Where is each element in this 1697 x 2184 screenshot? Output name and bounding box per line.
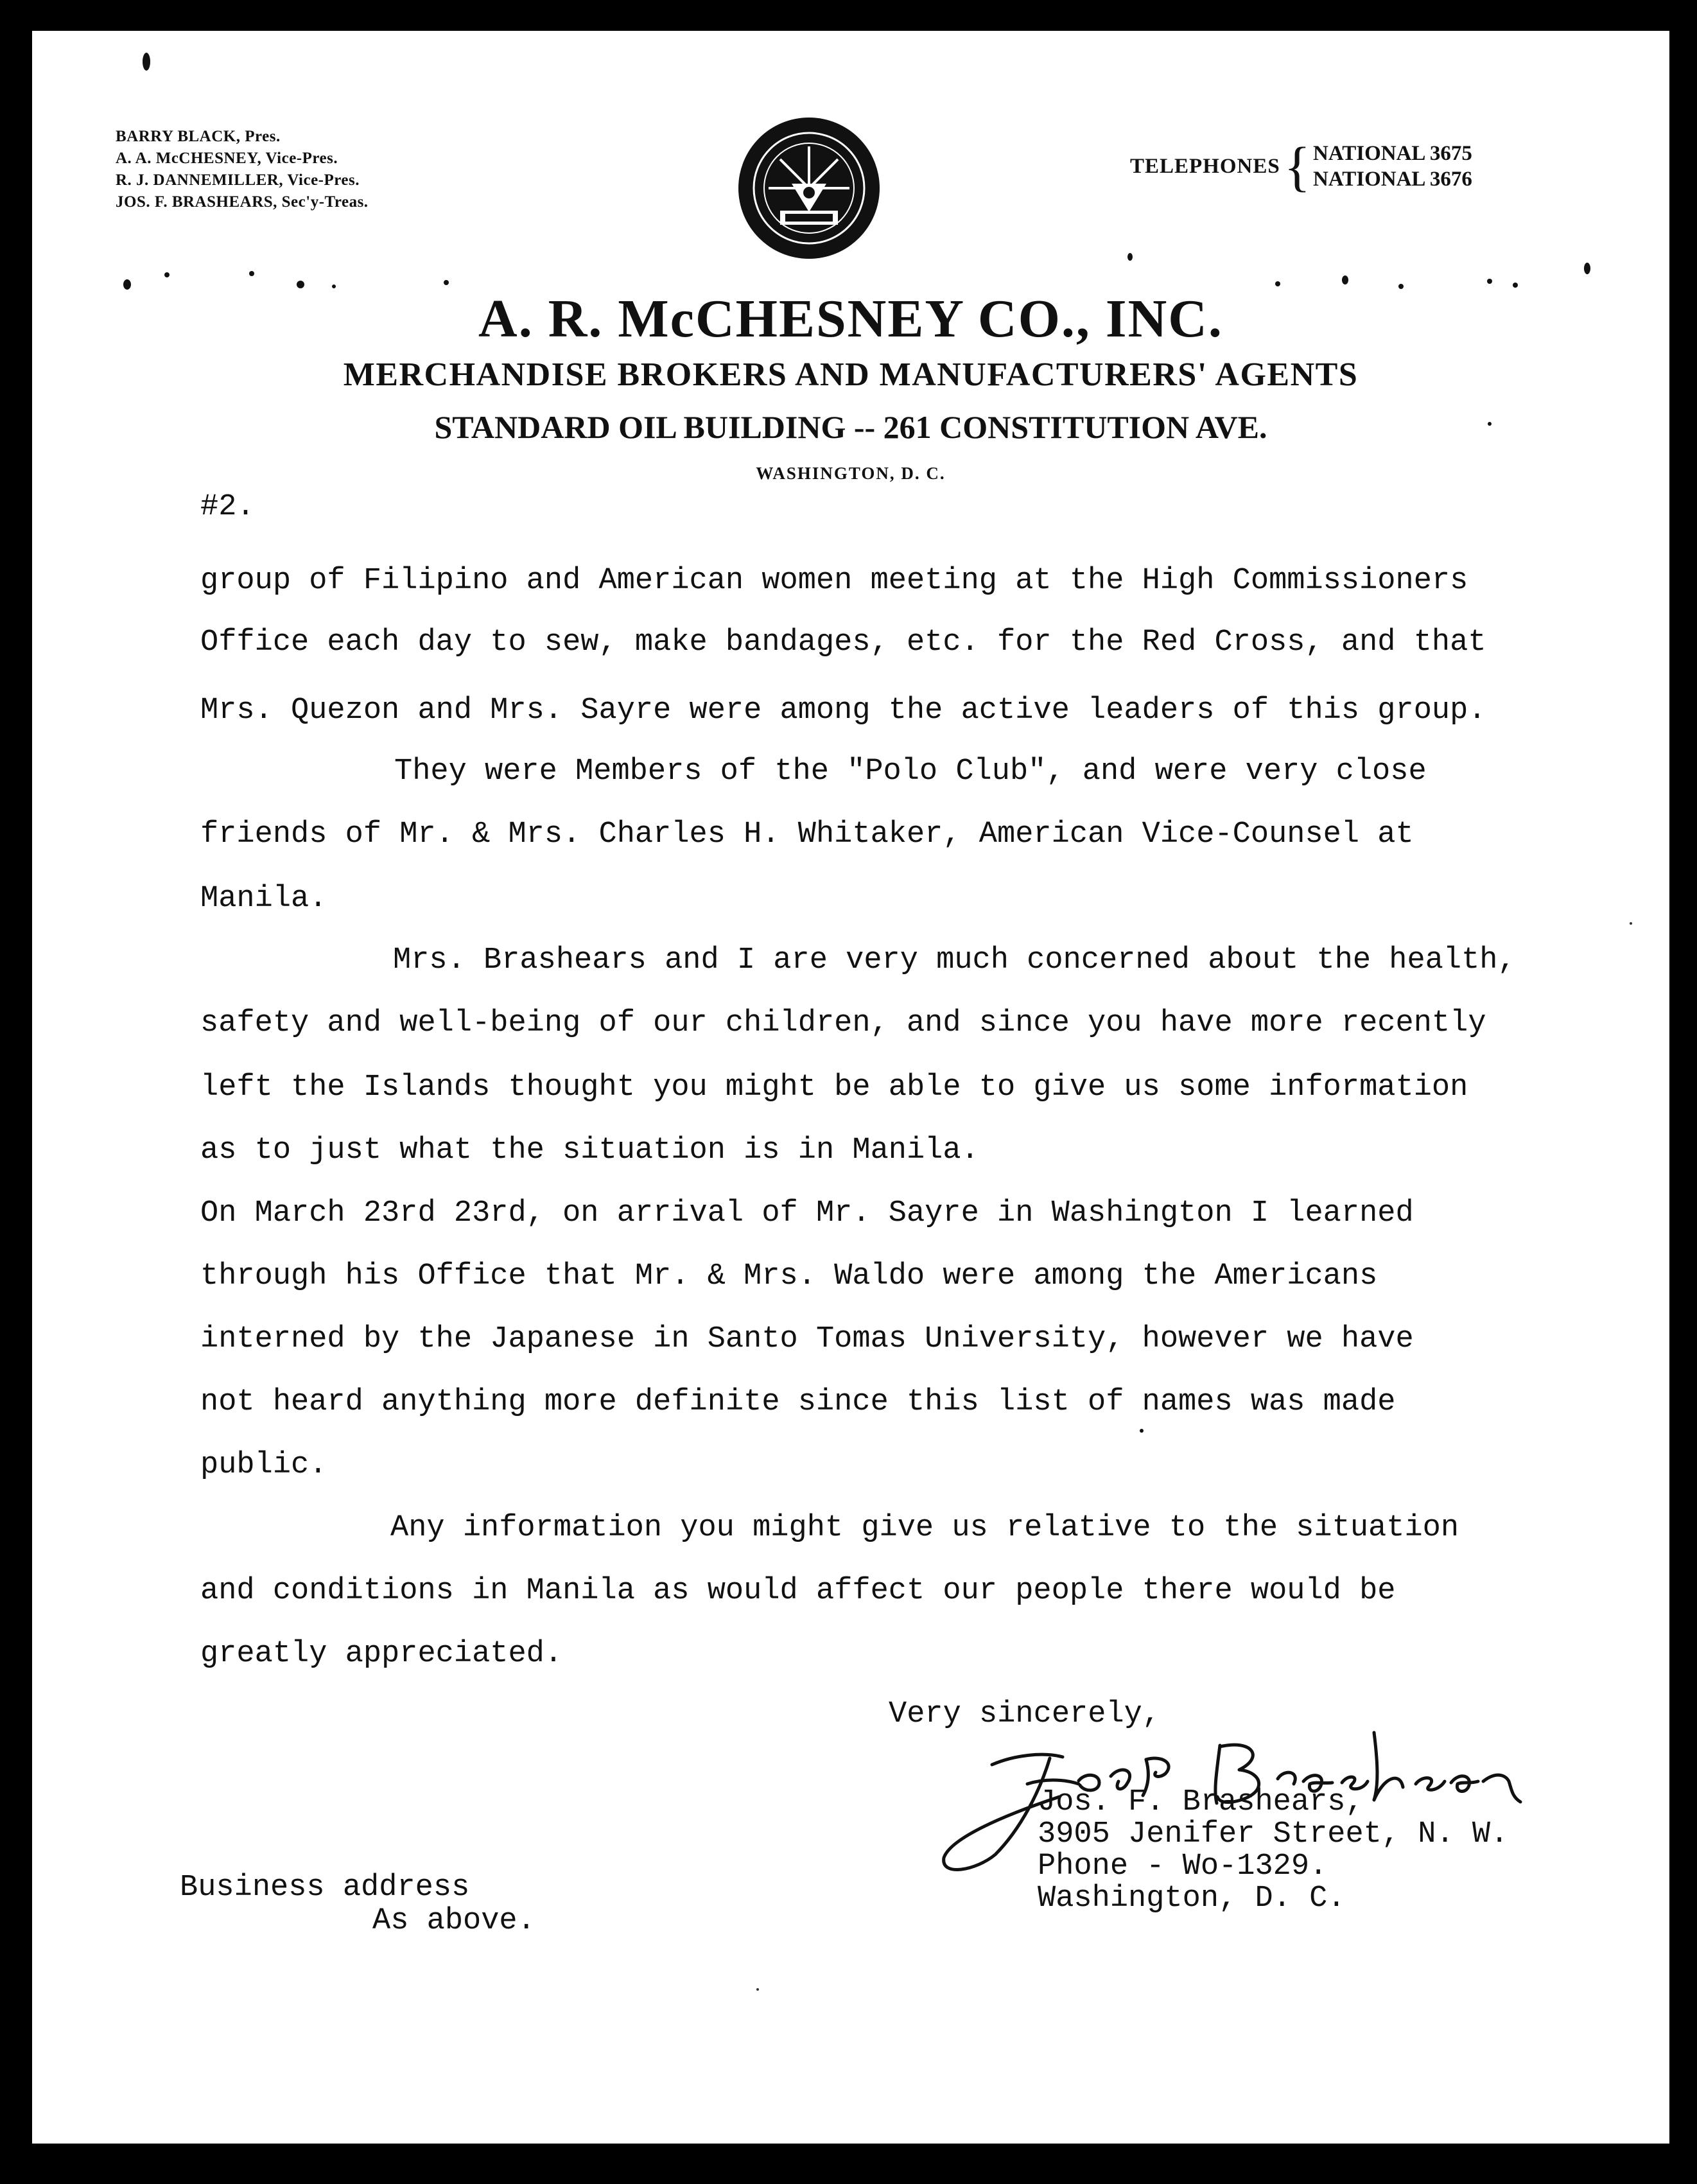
officers-list xyxy=(116,126,369,213)
body-line: interned by the Japanese in Santo Tomas University, however we have xyxy=(200,1322,1414,1356)
officer-line: JOS. F. BRASHEARS, Sec'y-Treas. xyxy=(116,193,369,211)
body-line: as to just what the situation is in Manila. xyxy=(200,1133,979,1167)
association-seal-icon xyxy=(735,114,883,262)
body-line: Mrs. Quezon and Mrs. Sayre were among the active leaders of this group. xyxy=(200,694,1486,728)
signer-name: Jos. F. Brashears, xyxy=(1038,1785,1364,1819)
signer-street: 3905 Jenifer Street, N. W. xyxy=(1038,1817,1509,1851)
officer-line: R. J. DANNEMILLER, Vice-Pres. xyxy=(116,171,360,189)
company-description: MERCHANDISE BROKERS AND MANUFACTURERS' AGENTS xyxy=(343,356,1359,393)
signer-phone: Phone - Wo-1329. xyxy=(1038,1849,1328,1883)
brace-glyph: { xyxy=(1284,135,1311,197)
body-line: public. xyxy=(200,1448,327,1482)
body-line: Manila. xyxy=(200,882,327,916)
body-line: They were Members of the "Polo Club", and were very close xyxy=(394,755,1427,789)
body-line: On March 23rd 23rd, on arrival of Mr. Sayre in Washington I learned xyxy=(200,1196,1414,1230)
body-line: Any information you might give us relative to the situation xyxy=(390,1511,1459,1545)
telephone-number: NATIONAL 3675 xyxy=(1313,142,1472,165)
telephones-block xyxy=(1130,135,1472,197)
company-name: A. R. McCHESNEY CO., INC. xyxy=(478,289,1223,349)
business-address-value: As above. xyxy=(372,1904,535,1938)
body-line: and conditions in Manila as would affect our people there would be xyxy=(200,1574,1396,1608)
telephones-label: TELEPHONES xyxy=(1130,154,1280,178)
telephone-number: NATIONAL 3676 xyxy=(1313,168,1472,191)
telephone-numbers xyxy=(1313,141,1472,192)
letter-page xyxy=(32,31,1669,2144)
body-line: Mrs. Brashears and I are very much concerned about the health, xyxy=(393,943,1516,977)
body-line: Office each day to sew, make bandages, etc. for the Red Cross, and that xyxy=(200,625,1486,660)
body-line: left the Islands thought you might be able to give us some information xyxy=(200,1070,1468,1105)
body-line: group of Filipino and American women meeting at the High Commissioners xyxy=(200,564,1468,598)
officer-line: A. A. McCHESNEY, Vice-Pres. xyxy=(116,150,338,167)
body-line: through his Office that Mr. & Mrs. Waldo were among the Americans xyxy=(200,1259,1378,1293)
business-address-label: Business address xyxy=(180,1871,470,1905)
company-city: WASHINGTON, D. C. xyxy=(756,464,946,483)
company-address: STANDARD OIL BUILDING -- 261 CONSTITUTION AVE. xyxy=(434,409,1267,445)
closing-salutation: Very sincerely, xyxy=(889,1697,1161,1731)
page-number: #2. xyxy=(200,490,255,524)
body-line: greatly appreciated. xyxy=(200,1637,563,1671)
body-line: safety and well-being of our children, and since you have more recently xyxy=(200,1006,1486,1040)
officer-line: BARRY BLACK, Pres. xyxy=(116,128,281,145)
body-line: friends of Mr. & Mrs. Charles H. Whitaker, American Vice-Counsel at xyxy=(200,817,1414,852)
signer-city: Washington, D. C. xyxy=(1038,1882,1346,1916)
body-line: not heard anything more definite since this list of names was made xyxy=(200,1385,1396,1419)
